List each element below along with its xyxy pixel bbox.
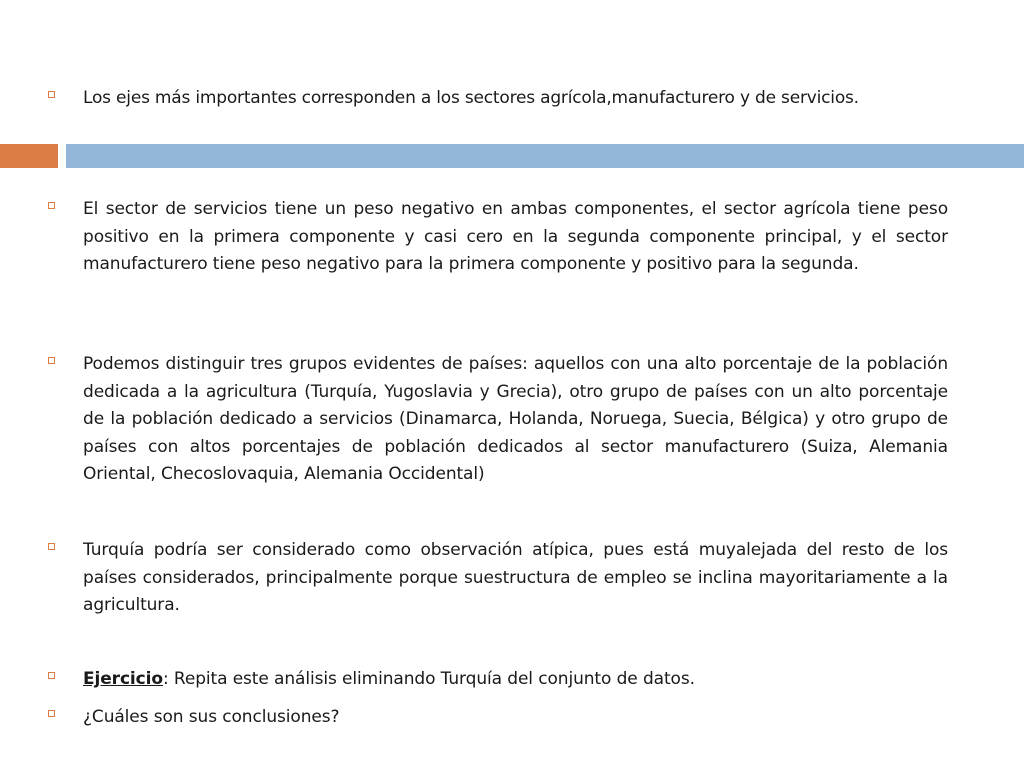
- square-bullet-icon: [48, 672, 55, 679]
- bullet-text: Los ejes más importantes corresponden a los sectores agrícola,manufacturero y de servicios.: [83, 88, 859, 108]
- bullet-text: [83, 666, 948, 694]
- exercise-text: : Repita este análisis eliminando Turquía del conjunto de datos.: [162, 669, 695, 689]
- title-band: [66, 144, 1024, 168]
- bullet-text: Podemos distinguir tres grupos evidentes de países: aquellos con una alto porcentaje de la población dedicada a la agricultura (Turquía, Yugoslavia y Grecia), otro grupo de países con un alto porcentaje de la población dedicado a servicios (Dinamarca, Holanda, Noruega, Suecia, Bélgica) y otro grupo de países con altos porcentajes de población dedicados al sector manufacturero (Suiza, Alemania Oriental, Checoslovaquia, Alemania Occidental): [83, 354, 948, 484]
- square-bullet-icon: [48, 710, 55, 717]
- square-bullet-icon: [48, 202, 55, 209]
- square-bullet-icon: [48, 357, 55, 364]
- bullet-text: El sector de servicios tiene un peso negativo en ambas componentes, el sector agrícola tiene peso positivo en la primera componente y casi cero en la segunda componente principal, y el sector manufacturero tiene peso negativo para la primera componente y positivo para la segunda.: [83, 199, 948, 274]
- square-bullet-icon: [48, 91, 55, 98]
- bullet-text: ¿Cuáles son sus conclusiones?: [83, 707, 340, 727]
- bullet-text: Turquía podría ser considerado como observación atípica, pues está muyalejada del resto de los países considerados, principalmente porque suestructura de empleo se inclina mayoritariamente a la agricultura.: [83, 540, 948, 615]
- accent-bar: [0, 144, 58, 168]
- exercise-label: Ejercicio: [83, 669, 163, 689]
- square-bullet-icon: [48, 543, 55, 550]
